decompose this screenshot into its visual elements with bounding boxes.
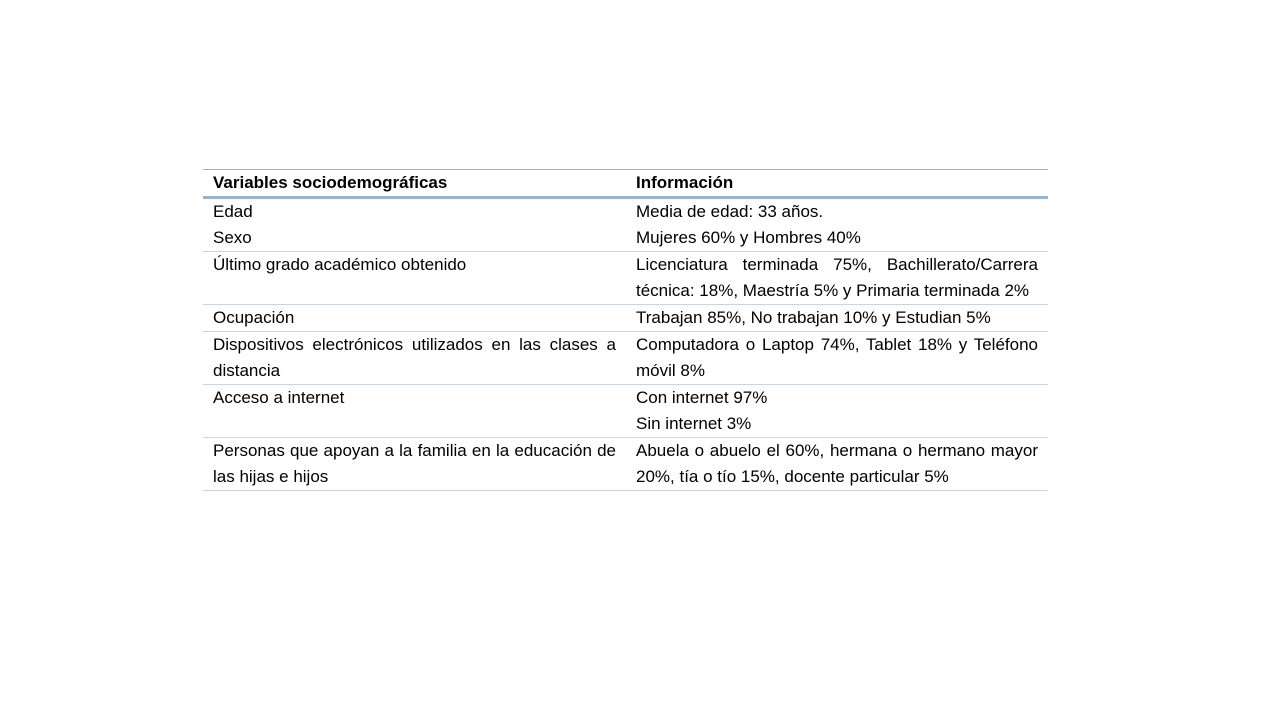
variable-line: Edad [213, 202, 253, 221]
sociodemographic-table [203, 169, 1048, 491]
info-cell [626, 252, 1048, 305]
info-cell [626, 332, 1048, 385]
table-row [203, 252, 1048, 305]
table-row [203, 438, 1048, 491]
info-line: Media de edad: 33 años. [636, 202, 824, 221]
variable-line: Sexo [213, 228, 252, 247]
variable-line: Ocupación [213, 308, 295, 327]
info-line: Con internet 97% [636, 388, 768, 407]
info-line: Licenciatura terminada 75%, Bachillerato/Carrera técnica: 18%, Maestría 5% y Primaria terminada 2% [636, 255, 1038, 300]
variable-cell [203, 385, 626, 438]
header-variables: Variables sociodemográficas [213, 173, 448, 192]
variable-line: Dispositivos electrónicos utilizados en las clases a distancia [213, 335, 616, 380]
variable-line: Último grado académico obtenido [213, 255, 467, 274]
info-line: Mujeres 60% y Hombres 40% [636, 228, 861, 247]
info-cell [626, 438, 1048, 491]
variable-line: Acceso a internet [213, 388, 345, 407]
variable-line: Personas que apoyan a la familia en la educación de las hijas e hijos [213, 441, 616, 486]
header-informacion: Información [636, 173, 734, 192]
table-row [203, 332, 1048, 385]
variable-cell [203, 332, 626, 385]
info-cell [626, 198, 1048, 252]
table-row [203, 198, 1048, 252]
table-header-row [203, 170, 1048, 198]
variable-cell [203, 438, 626, 491]
info-cell [626, 305, 1048, 332]
sociodemographic-table-container [203, 169, 1048, 491]
table-row [203, 385, 1048, 438]
variable-cell [203, 305, 626, 332]
info-line: Computadora o Laptop 74%, Tablet 18% y Teléfono móvil 8% [636, 335, 1038, 380]
info-line: Trabajan 85%, No trabajan 10% y Estudian 5% [636, 308, 991, 327]
variable-cell [203, 252, 626, 305]
info-line: Abuela o abuelo el 60%, hermana o hermano mayor 20%, tía o tío 15%, docente particular 5% [636, 441, 1038, 486]
table-row [203, 305, 1048, 332]
variable-cell [203, 198, 626, 252]
info-cell [626, 385, 1048, 438]
info-line: Sin internet 3% [636, 414, 752, 433]
